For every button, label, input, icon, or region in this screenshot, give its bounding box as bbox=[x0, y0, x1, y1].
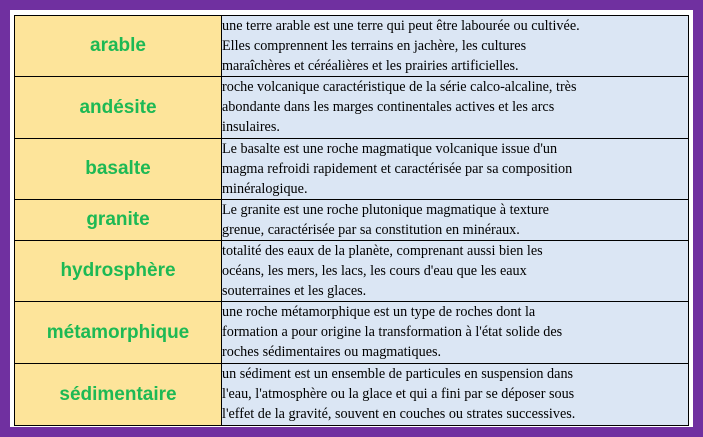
table-row bbox=[15, 302, 689, 364]
definition-line: abondante dans les marges continentales actives et les arcs bbox=[222, 99, 555, 115]
definition-line: l'effet de la gravité, souvent en couches ou strates successives. bbox=[222, 406, 576, 422]
term-cell: métamorphique bbox=[15, 302, 222, 364]
definition-line: souterraines et les glaces. bbox=[222, 283, 367, 299]
definition-line: grenue, caractérisée par sa constitution en minéraux. bbox=[222, 222, 520, 238]
table-row bbox=[15, 16, 689, 77]
definition-line: Le granite est une roche plutonique magmatique à texture bbox=[222, 202, 549, 218]
term-cell: hydrosphère bbox=[15, 241, 222, 302]
definition-line: un sédiment est un ensemble de particules en suspension dans bbox=[222, 366, 574, 382]
definition-cell bbox=[222, 364, 689, 426]
table-row bbox=[15, 200, 689, 241]
table-row bbox=[15, 139, 689, 200]
definition-cell bbox=[222, 16, 689, 77]
term-cell: arable bbox=[15, 16, 222, 77]
table-row bbox=[15, 241, 689, 302]
glossary-body bbox=[15, 16, 689, 426]
definition-cell bbox=[222, 77, 689, 139]
definition-line: roche volcanique caractéristique de la série calco-alcaline, très bbox=[222, 79, 577, 95]
definition-line: magma refroidi rapidement et caractérisée par sa composition bbox=[222, 161, 573, 177]
table-row bbox=[15, 364, 689, 426]
definition-line: l'eau, l'atmosphère ou la glace et qui a fini par se déposer sous bbox=[222, 386, 575, 402]
definition-line: roches sédimentaires ou magmatiques. bbox=[222, 344, 442, 360]
definition-cell bbox=[222, 241, 689, 302]
term-cell: andésite bbox=[15, 77, 222, 139]
page-frame bbox=[10, 10, 693, 427]
definition-cell bbox=[222, 200, 689, 241]
term-cell: sédimentaire bbox=[15, 364, 222, 426]
definition-line: une roche métamorphique est un type de roches dont la bbox=[222, 304, 536, 320]
definition-line: minéralogique. bbox=[222, 181, 308, 197]
term-cell: basalte bbox=[15, 139, 222, 200]
definition-cell bbox=[222, 302, 689, 364]
definition-line: maraîchères et céréalières et les prairies artificielles. bbox=[222, 58, 519, 74]
definition-line: Le basalte est une roche magmatique volcanique issue d'un bbox=[222, 141, 558, 157]
definition-line: Elles comprennent les terrains en jachère, les cultures bbox=[222, 38, 527, 54]
definition-line: totalité des eaux de la planète, comprenant aussi bien les bbox=[222, 243, 543, 259]
term-cell: granite bbox=[15, 200, 222, 241]
glossary-table bbox=[14, 15, 689, 426]
definition-line: formation a pour origine la transformation à l'état solide des bbox=[222, 324, 563, 340]
definition-line: une terre arable est une terre qui peut être labourée ou cultivée. bbox=[222, 18, 580, 34]
table-row bbox=[15, 77, 689, 139]
definition-line: insulaires. bbox=[222, 119, 280, 135]
definition-cell bbox=[222, 139, 689, 200]
definition-line: océans, les mers, les lacs, les cours d'eau que les eaux bbox=[222, 263, 527, 279]
